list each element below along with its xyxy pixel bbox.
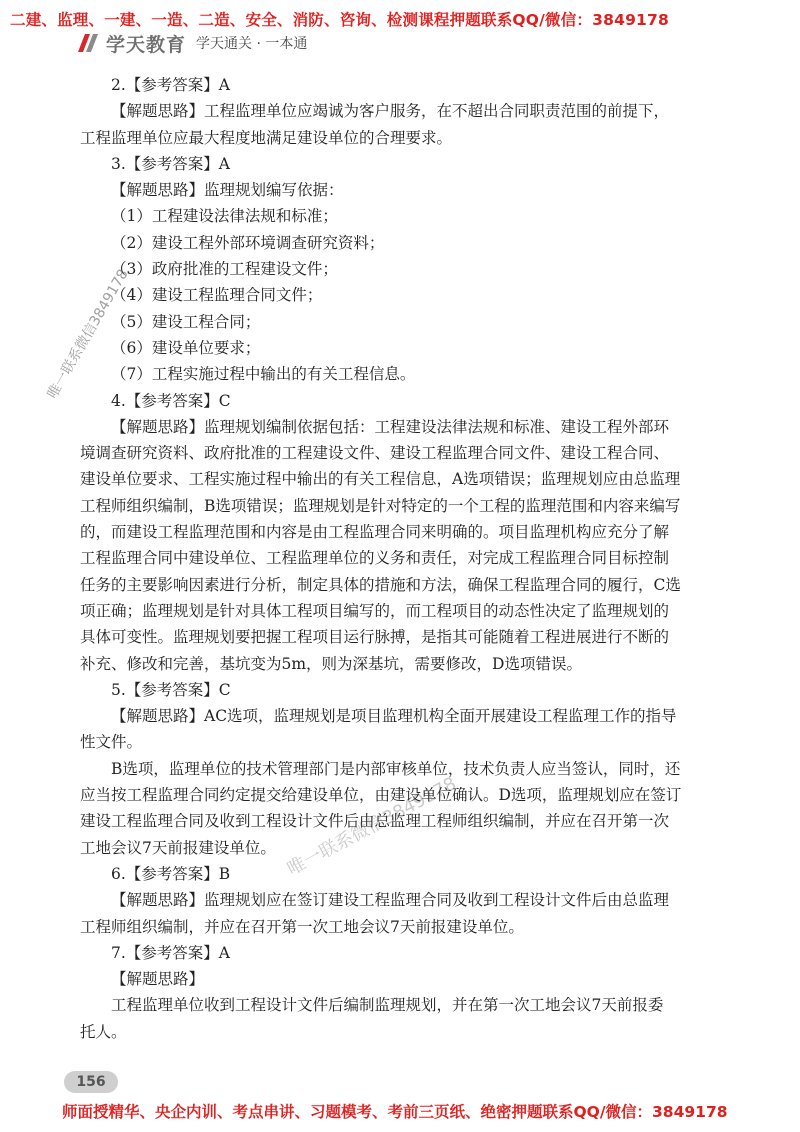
analysis-text: 的，而建设工程监理范围和内容是由工程监理合同来明确的。项目监理机构应充分了解: [80, 523, 670, 542]
analysis-text: 项正确；监理规划是针对具体工程项目编写的，而工程项目的动态性决定了监理规划的: [80, 601, 670, 620]
analysis-text: 建设工程监理合同及收到工程设计文件后由总监理工程师组织编制，并应在召开第一次: [80, 812, 670, 831]
list-item: （2）建设工程外部环境调查研究资料；: [111, 233, 385, 252]
analysis-text: 任务的主要影响因素进行分析，制定具体的措施和方法，确保工程监理合同的履行，C选: [80, 575, 681, 594]
analysis-text: 【解题思路】监理规划编制依据包括：工程建设法律法规和标准、建设工程外部环: [111, 417, 670, 436]
answer-heading: 7.【参考答案】A: [111, 943, 230, 962]
analysis-text: 性文件。: [80, 733, 143, 752]
brand-logo-icon: [76, 32, 100, 54]
analysis-text: 工程监理合同中建设单位、工程监理单位的义务和责任，对完成工程监理合同目标控制: [80, 549, 670, 568]
analysis-text: 【解题思路】监理规划应在签订建设工程监理合同及收到工程设计文件后由总监理: [111, 891, 670, 910]
analysis-text: B选项，监理单位的技术管理部门是内部审核单位，技术负责人应当签认，同时，还: [111, 759, 681, 778]
analysis-text: 【解题思路】监理规划编写依据：: [111, 181, 344, 200]
analysis-text: 【解题思路】AC选项，监理规划是项目监理机构全面开展建设工程监理工作的指导: [111, 707, 677, 726]
answer-content: [80, 72, 720, 1045]
watermark-center: 唯一联系微信3849178: [283, 773, 460, 881]
analysis-text: 补充、修改和完善，基坑变为5m，则为深基坑，需要修改，D选项错误。: [80, 654, 582, 673]
analysis-text: 工程监理单位应最大程度地满足建设单位的合理要求。: [80, 128, 453, 147]
bottom-promo-banner: 师面授精华、央企内训、考点串讲、习题模考、考前三页纸、绝密押题联系QQ/微信：3849178: [62, 1103, 728, 1121]
list-item: （6）建设单位要求；: [111, 338, 261, 357]
analysis-text: 工程监理单位收到工程设计文件后编制监理规划，并在第一次工地会议7天前报委: [111, 996, 664, 1015]
page-number: 156: [64, 1071, 118, 1093]
analysis-text: 【解题思路】: [111, 970, 205, 989]
analysis-text: 应当按工程监理合同约定提交给建设单位，由建设单位确认。D选项，监理规划应在签订: [80, 786, 682, 805]
list-item: （5）建设工程合同；: [111, 312, 261, 331]
analysis-text: 【解题思路】工程监理单位应竭诚为客户服务，在不超出合同职责范围的前提下，: [111, 102, 670, 121]
list-item: （3）政府批准的工程建设文件；: [111, 260, 338, 279]
watermark-left: 唯一联系微信3849178: [44, 266, 132, 402]
brand-name: 学天教育: [106, 33, 187, 56]
list-item: （4）建设工程监理合同文件；: [111, 286, 323, 305]
answer-heading: 5.【参考答案】C: [111, 680, 231, 699]
brand-header: [76, 30, 307, 56]
analysis-text: 境调查研究资料、政府批准的工程建设文件、建设工程监理合同文件、建设工程合同、: [80, 444, 670, 463]
answer-heading: 3.【参考答案】A: [111, 154, 230, 173]
analysis-text: 工地会议7天前报建设单位。: [80, 838, 276, 857]
answer-heading: 2.【参考答案】A: [111, 76, 230, 94]
answer-heading: 6.【参考答案】B: [111, 864, 231, 883]
list-item: （7）工程实施过程中输出的有关工程信息。: [111, 365, 416, 384]
list-item: （1）工程建设法律法规和标准；: [111, 207, 338, 226]
top-promo-banner: 二建、监理、一建、一造、二造、安全、消防、咨询、检测课程押题联系QQ/微信：3849178: [10, 11, 670, 29]
analysis-text: 工程师组织编制，B选项错误；监理规划是针对特定的一个工程的监理范围和内容来编写: [80, 496, 681, 515]
analysis-text: 建设单位要求、工程实施过程中输出的有关工程信息，A选项错误；监理规划应由总监理: [80, 470, 681, 489]
answer-heading: 4.【参考答案】C: [111, 391, 231, 410]
analysis-text: 托人。: [80, 1022, 127, 1041]
analysis-text: 具体可变性。监理规划要把握工程项目运行脉搏，是指其可能随着工程进展进行不断的: [80, 628, 670, 647]
brand-tagline: 学天通关 · 一本通: [196, 36, 308, 52]
analysis-text: 工程师组织编制，并应在召开第一次工地会议7天前报建设单位。: [80, 917, 524, 936]
